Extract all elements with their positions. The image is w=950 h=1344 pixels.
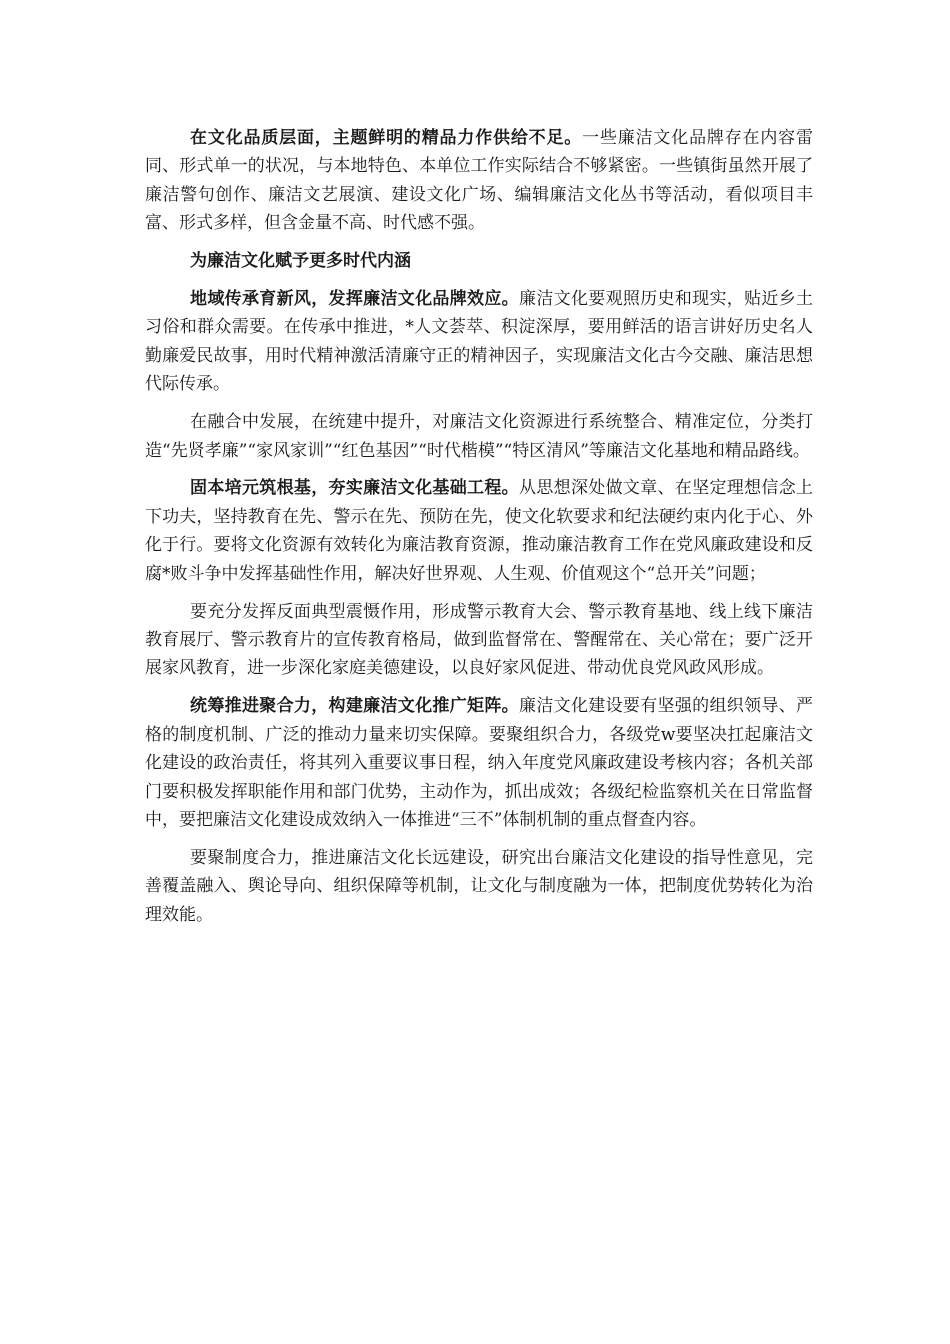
- paragraph-foundation: [145, 474, 813, 588]
- paragraph-lead: 地域传承育新风，发挥廉洁文化品牌效应。: [190, 289, 519, 310]
- document-body: [145, 124, 813, 939]
- paragraph-text: 从思想深处做文章、在坚定理想信念上下功夫，坚持教育在先、警示在先、预防在先，使文化软要求和纪法硬约束内化于心、外化于行。要将文化资源有效转化为廉洁教育资源，推动廉洁教育工作在党风廉政建设和反腐*败斗争中发挥基础性作用，解决好世界观、人生观、价值观这个“总开关”问题；: [145, 478, 814, 584]
- paragraph-text: 廉洁文化建设要有坚强的组织领导、严格的制度机制、广泛的推动力量来切实保障。要聚组织合力，各级党w要坚决扛起廉洁文化建设的政治责任，将其列入重要议事日程，纳入年度党风廉政建设考核内容；各机关部门要积极发挥职能作用和部门优势，主动作为，抓出成效；各级纪检监察机关在日常监督中，要把廉洁文化建设成效纳入一体推进“三不”体制机制的重点督查内容。: [145, 696, 814, 830]
- paragraph-warning-education: [145, 598, 813, 683]
- section-heading: 为廉洁文化赋予更多时代内涵: [190, 251, 412, 272]
- paragraph-lead: 在文化品质层面，主题鲜明的精品力作供给不足。: [190, 128, 583, 148]
- paragraph-lead: 固本培元筑根基，夯实廉洁文化基础工程。: [190, 478, 519, 499]
- paragraph-text: 要聚制度合力，推进廉洁文化长远建设，研究出台廉洁文化建设的指导性意见，完善覆盖融入、舆论导向、组织保障等机制，让文化与制度融为一体，把制度优势转化为治理效能。: [145, 847, 813, 925]
- paragraph-text: 一些廉洁文化品牌存在内容雷同、形式单一的状况，与本地特色、本单位工作实际结合不够紧密。一些镇街虽然开展了廉洁警句创作、廉洁文艺展演、建设文化广场、编辑廉洁文化丛书等活动，看似项目丰富、形式多样，但含金量不高、时代感不强。: [145, 128, 814, 234]
- paragraph-regional-heritage: [145, 285, 813, 399]
- paragraph-joint-force: [145, 692, 813, 834]
- paragraph-text: 廉洁文化要观照历史和现实，贴近乡土习俗和群众需要。在传承中推进，*人文荟萃、积淀深厚，要用鲜活的语言讲好历史名人勤廉爱民故事，用时代精神激活清廉守正的精神因子，实现廉洁文化古今交融、廉洁思想代际传承。: [145, 289, 814, 395]
- paragraph-text: 在融合中发展，在统建中提升，对廉洁文化资源进行系统整合、精准定位，分类打造“先贤孝廉”“家风家训”“红色基因”“时代楷模”“特区清风”等廉洁文化基地和精品路线。: [145, 412, 813, 461]
- paragraph-text: 要充分发挥反面典型震慑作用，形成警示教育大会、警示教育基地、线上线下廉洁教育展厅、警示教育片的宣传教育格局，做到监督常在、警醒常在、关心常在；要广泛开展家风教育，进一步深化家庭美德建设，以良好家风促进、带动优良党风政风形成。: [145, 601, 813, 679]
- paragraph-institution: [145, 844, 813, 929]
- paragraph-lead: 统筹推进聚合力，构建廉洁文化推广矩阵。: [190, 696, 519, 717]
- paragraph-culture-quality: [145, 124, 813, 238]
- paragraph-integration: [145, 408, 813, 465]
